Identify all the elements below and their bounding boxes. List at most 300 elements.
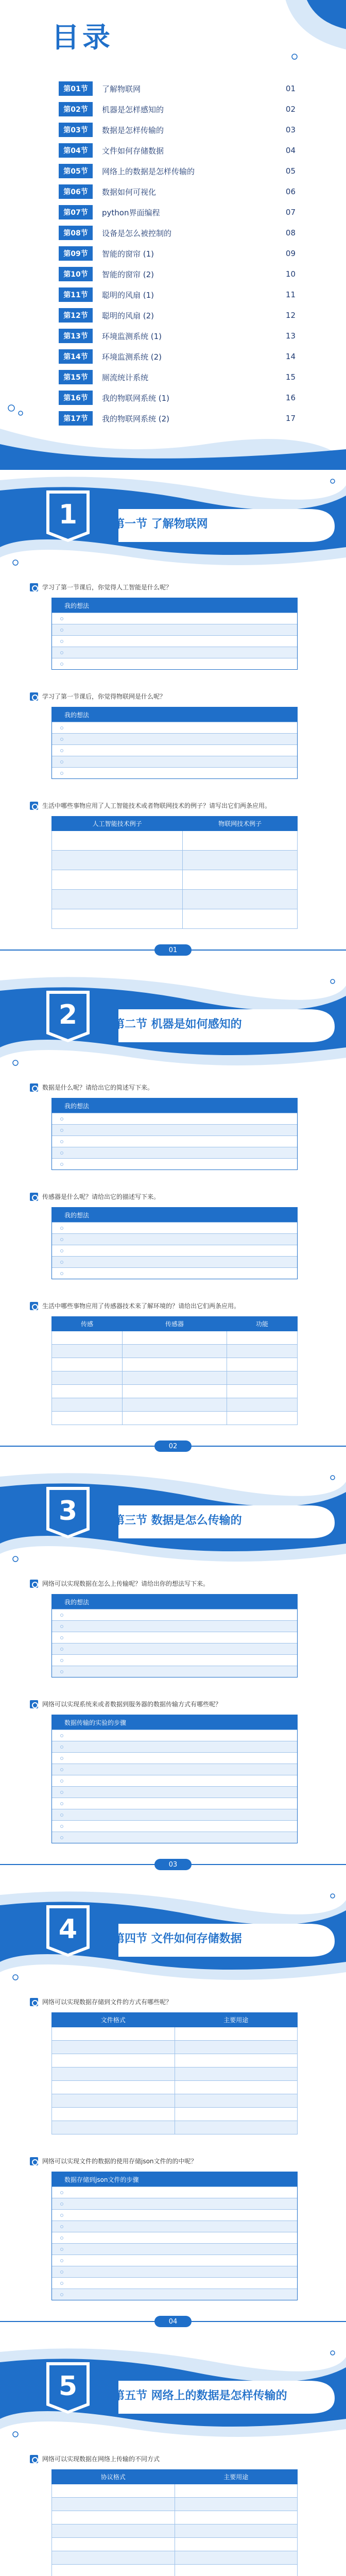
- answer-line[interactable]: [52, 2277, 297, 2289]
- table-header-cell: 主要用途: [175, 2013, 298, 2027]
- bullet-icon: [60, 2236, 63, 2240]
- table-cell[interactable]: [52, 2041, 175, 2054]
- bullet-icon: [60, 1625, 63, 1628]
- table-cell[interactable]: [52, 2524, 175, 2538]
- table-row: [52, 1358, 298, 1371]
- question-icon: [30, 802, 38, 810]
- question-icon: [30, 1083, 38, 1092]
- fill-in-table: [51, 2469, 298, 2576]
- answer-line[interactable]: [52, 1245, 297, 1256]
- answer-line[interactable]: [52, 767, 297, 778]
- question-text: 生活中哪些事物应用了人工智能技术或者物联网技术的例子？请写出它们两条应用。: [42, 802, 271, 809]
- table-cell[interactable]: [52, 831, 183, 851]
- toc-item-title: 聪明的风扇 (2): [102, 311, 154, 320]
- question-text: 网络可以实现文件的数据的使用存储json文件的的中呢？: [42, 2158, 197, 2165]
- toc-item-page: 02: [285, 105, 296, 114]
- table-cell[interactable]: [183, 831, 298, 851]
- answer-line[interactable]: [52, 1124, 297, 1136]
- bullet-icon: [60, 1140, 63, 1143]
- answer-line[interactable]: [52, 1741, 297, 1752]
- table-cell[interactable]: [123, 1385, 227, 1398]
- table-cell[interactable]: [175, 2565, 298, 2576]
- answer-line[interactable]: [52, 2198, 297, 2209]
- answer-table-header: 数据传输的实验的步骤: [52, 1715, 297, 1730]
- page-number-text: 04: [168, 2317, 178, 2326]
- toc-item-page: 07: [285, 208, 296, 217]
- bullet-icon: [60, 1802, 63, 1805]
- toc-list: [59, 78, 296, 429]
- table-header-cell: 传感: [52, 1317, 123, 1331]
- table-row: [52, 870, 298, 890]
- bullet-icon: [60, 2191, 63, 2194]
- answer-table: [51, 2172, 298, 2300]
- table-cell[interactable]: [175, 2484, 298, 2498]
- answer-line[interactable]: [52, 722, 297, 733]
- section-title: 第一节 了解物联网: [113, 518, 208, 531]
- toc-item-page: 15: [285, 372, 296, 382]
- question-icon: [30, 692, 38, 701]
- table-cell[interactable]: [227, 1398, 297, 1412]
- section-number: 4: [58, 1914, 78, 1945]
- table-cell[interactable]: [123, 1398, 227, 1412]
- table-cell[interactable]: [123, 1345, 227, 1358]
- table-row: [52, 1371, 298, 1385]
- question-icon: [30, 583, 38, 591]
- question: [0, 801, 346, 811]
- toc-item-badge: 第02节: [59, 102, 93, 116]
- question: [0, 691, 346, 702]
- bullet-icon: [60, 749, 63, 752]
- section-number-badge: [43, 2362, 93, 2414]
- bullet-icon: [60, 2282, 63, 2285]
- answer-line[interactable]: [52, 1158, 297, 1170]
- table-cell[interactable]: [175, 2551, 298, 2565]
- answer-line[interactable]: [52, 756, 297, 767]
- table-cell[interactable]: [52, 2108, 175, 2121]
- table-row: [52, 2027, 298, 2041]
- page-number: [154, 1440, 192, 1452]
- toc-item-title: 机器是怎样感知的: [102, 105, 164, 114]
- page-footer: [0, 1425, 346, 1466]
- question-icon: [30, 2157, 38, 2165]
- answer-table-header: 我的想法: [52, 1098, 297, 1113]
- table-cell[interactable]: [123, 1412, 227, 1425]
- table-cell[interactable]: [52, 909, 183, 929]
- toc-item-badge: 第16节: [59, 391, 93, 405]
- toc-item-title: 数据是怎样传输的: [102, 125, 164, 135]
- answer-line[interactable]: [52, 1798, 297, 1809]
- toc-item-badge: 第01节: [59, 81, 93, 96]
- answer-line[interactable]: [52, 733, 297, 744]
- bullet-icon: [60, 1791, 63, 1794]
- toc-item-badge: 第10节: [59, 267, 93, 281]
- table-cell[interactable]: [52, 1331, 123, 1345]
- toc-item-title: 我的物联网系统 (1): [102, 393, 170, 403]
- toc-item-title: 聪明的风扇 (1): [102, 290, 154, 300]
- section-body: [0, 582, 346, 929]
- toc-item[interactable]: [59, 78, 296, 99]
- table-cell[interactable]: [183, 909, 298, 929]
- table-cell[interactable]: [52, 2551, 175, 2565]
- bullet-icon: [60, 1117, 63, 1121]
- toc-item-title: 智能的窗帘 (2): [102, 269, 154, 279]
- answer-line[interactable]: [52, 2243, 297, 2255]
- table-header-cell: 文件格式: [52, 2013, 175, 2027]
- table-header-cell: 功能: [227, 1317, 297, 1331]
- question-text: 传感器是什么呢？请给出它的描述写下来。: [42, 1193, 160, 1200]
- answer-line[interactable]: [52, 1136, 297, 1147]
- table-header-cell: 人工智能技术例子: [52, 817, 183, 831]
- answer-line[interactable]: [52, 2266, 297, 2277]
- answer-line[interactable]: [52, 1632, 297, 1643]
- table-cell[interactable]: [123, 1331, 227, 1345]
- table-cell[interactable]: [52, 2565, 175, 2576]
- toc-item-badge: 第07节: [59, 205, 93, 219]
- question-icon: [30, 1580, 38, 1588]
- table-cell[interactable]: [52, 1412, 123, 1425]
- toc-item-title: python界面编程: [102, 208, 160, 217]
- question-text: 学习了第一节课后，你觉得物联网是什么呢？: [42, 693, 166, 700]
- toc-item[interactable]: [59, 243, 296, 264]
- toc-item-page: 11: [285, 290, 296, 299]
- table-cell[interactable]: [52, 1398, 123, 1412]
- question-text: 网络可以实现数据在网络上传输的不同方式: [42, 2455, 160, 2463]
- bullet-icon: [60, 1261, 63, 1264]
- bullet-icon: [60, 1734, 63, 1737]
- answer-line[interactable]: [52, 1832, 297, 1843]
- toc-item[interactable]: [59, 202, 296, 223]
- bullet-icon: [60, 1814, 63, 1817]
- table-cell[interactable]: [52, 2067, 175, 2081]
- table-of-contents: [0, 0, 346, 470]
- answer-table: [51, 707, 298, 779]
- answer-line[interactable]: [52, 1147, 297, 1158]
- answer-line[interactable]: [52, 624, 297, 635]
- bullet-icon: [60, 1249, 63, 1252]
- table-cell[interactable]: [52, 1345, 123, 1358]
- toc-item-page: 09: [285, 249, 296, 258]
- toc-item-badge: 第08节: [59, 226, 93, 240]
- bullet-icon: [60, 2248, 63, 2251]
- answer-line[interactable]: [52, 1752, 297, 1764]
- toc-item-title: 我的物联网系统 (2): [102, 414, 170, 423]
- section-title: 第四节 文件如何存储数据: [113, 1933, 242, 1945]
- bullet-icon: [60, 1768, 63, 1771]
- toc-title: 目录: [51, 21, 113, 54]
- toc-item-title: 设备是怎么被控制的: [102, 228, 172, 238]
- toc-item-page: 13: [285, 331, 296, 341]
- bullet-icon: [60, 1636, 63, 1639]
- answer-table: [51, 598, 298, 670]
- toc-item[interactable]: [59, 181, 296, 202]
- toc-item-page: 12: [285, 311, 296, 320]
- answer-line[interactable]: [52, 658, 297, 669]
- section-header: [0, 1466, 346, 1569]
- section-title: 第五节 网络上的数据是怎样传输的: [113, 2389, 287, 2402]
- bullet-icon: [60, 1272, 63, 1275]
- toc-item[interactable]: [59, 99, 296, 120]
- section-number-badge: [43, 1487, 93, 1538]
- table-cell[interactable]: [52, 2498, 175, 2511]
- bullet-icon: [60, 1780, 63, 1783]
- section-body: [0, 1997, 346, 2300]
- answer-line[interactable]: [52, 1764, 297, 1775]
- answer-line[interactable]: [52, 1256, 297, 1267]
- table-cell[interactable]: [227, 1371, 297, 1385]
- fill-in-table: [51, 1316, 298, 1425]
- table-row: [52, 2524, 298, 2538]
- table-cell[interactable]: [52, 1385, 123, 1398]
- table-cell[interactable]: [52, 890, 183, 909]
- toc-item[interactable]: [59, 161, 296, 181]
- table-cell[interactable]: [227, 1385, 297, 1398]
- answer-line[interactable]: [52, 1775, 297, 1786]
- question: [0, 1579, 346, 1589]
- table-row: [52, 831, 298, 851]
- question-icon: [30, 1193, 38, 1201]
- answer-line[interactable]: [52, 1233, 297, 1245]
- bullet-icon: [60, 726, 63, 730]
- table-row: [52, 2067, 298, 2081]
- table-row: [52, 2121, 298, 2134]
- table-cell[interactable]: [175, 2511, 298, 2524]
- toc-item-page: 08: [285, 228, 296, 238]
- answer-table: [51, 1594, 298, 1677]
- table-cell[interactable]: [227, 1345, 297, 1358]
- table-cell[interactable]: [52, 2484, 175, 2498]
- table-row: [52, 2498, 298, 2511]
- question: [0, 1082, 346, 1093]
- question-text: 网络可以实现数据存储到文件的方式有哪些呢？: [42, 1998, 172, 2006]
- answer-table-header: 我的想法: [52, 1208, 297, 1222]
- toc-item[interactable]: [59, 264, 296, 284]
- bullet-icon: [60, 1825, 63, 1828]
- table-cell[interactable]: [123, 1358, 227, 1371]
- table-cell[interactable]: [183, 870, 298, 890]
- table-row: [52, 2094, 298, 2108]
- toc-item[interactable]: [59, 367, 296, 387]
- answer-table-header: 我的想法: [52, 598, 297, 613]
- question-icon: [30, 1700, 38, 1708]
- bullet-icon: [60, 617, 63, 620]
- bullet-icon: [60, 2202, 63, 2206]
- table-row: [52, 2054, 298, 2067]
- table-cell[interactable]: [175, 2498, 298, 2511]
- bullet-icon: [60, 1670, 63, 1673]
- table-cell[interactable]: [52, 1371, 123, 1385]
- toc-item-badge: 第15节: [59, 370, 93, 384]
- table-row: [52, 1398, 298, 1412]
- table-cell[interactable]: [52, 2027, 175, 2041]
- toc-item-badge: 第09节: [59, 246, 93, 261]
- table-row: [52, 1412, 298, 1425]
- toc-item-badge: 第13节: [59, 329, 93, 343]
- table-cell[interactable]: [175, 2121, 298, 2134]
- answer-line[interactable]: [52, 1730, 297, 1741]
- table-cell[interactable]: [175, 2108, 298, 2121]
- answer-line[interactable]: [52, 2289, 297, 2300]
- answer-line[interactable]: [52, 1820, 297, 1832]
- section-body: [0, 2454, 346, 2576]
- table-cell[interactable]: [227, 1331, 297, 1345]
- answer-line[interactable]: [52, 647, 297, 658]
- toc-item-badge: 第05节: [59, 164, 93, 178]
- bullet-icon: [60, 1129, 63, 1132]
- fill-in-table: [51, 816, 298, 929]
- bullet-icon: [60, 2214, 63, 2217]
- page-number: [154, 944, 192, 956]
- table-header-cell: 物联网技术例子: [183, 817, 298, 831]
- toc-item[interactable]: [59, 140, 296, 161]
- answer-line[interactable]: [52, 744, 297, 756]
- table-cell[interactable]: [52, 851, 183, 870]
- answer-line[interactable]: [52, 2187, 297, 2198]
- toc-item[interactable]: [59, 284, 296, 305]
- answer-line[interactable]: [52, 2232, 297, 2243]
- toc-item-title: 智能的窗帘 (1): [102, 249, 154, 259]
- answer-table-header: 我的想法: [52, 707, 297, 722]
- table-row: [52, 2484, 298, 2498]
- bullet-icon: [60, 1648, 63, 1651]
- question-text: 学习了第一节课后，你觉得人工智能是什么呢？: [42, 584, 172, 591]
- table-cell[interactable]: [52, 2511, 175, 2524]
- answer-line[interactable]: [52, 613, 297, 624]
- toc-item-title: 厕流统计系统: [102, 372, 149, 382]
- answer-line[interactable]: [52, 1222, 297, 1233]
- answer-line[interactable]: [52, 1786, 297, 1798]
- question-text: 生活中哪些事物应用了传感器技术来了解环境的？请给出它们两条应用。: [42, 1302, 240, 1310]
- toc-item-badge: 第17节: [59, 411, 93, 426]
- table-cell[interactable]: [52, 2538, 175, 2551]
- section-title: 第三节 数据是怎么传输的: [113, 1514, 242, 1527]
- table-cell[interactable]: [183, 890, 298, 909]
- toc-item[interactable]: [59, 223, 296, 243]
- question-text: 网络可以实现系统来或者数据到服务器的数据传输方式有哪些呢？: [42, 1701, 222, 1708]
- table-row: [52, 2041, 298, 2054]
- table-cell[interactable]: [52, 1358, 123, 1371]
- question: [0, 1699, 346, 1709]
- table-cell[interactable]: [227, 1412, 297, 1425]
- answer-line[interactable]: [52, 1666, 297, 1677]
- toc-item-title: 环境监测系统 (1): [102, 331, 162, 341]
- table-cell[interactable]: [175, 2067, 298, 2081]
- table-cell[interactable]: [183, 851, 298, 870]
- page-footer: [0, 1843, 346, 1885]
- toc-item-page: 04: [285, 146, 296, 155]
- table-header-cell: 主要用途: [175, 2470, 298, 2484]
- bullet-icon: [60, 2293, 63, 2296]
- table-cell[interactable]: [52, 2094, 175, 2108]
- page-footer: [0, 929, 346, 970]
- toc-item-badge: 第04节: [59, 143, 93, 158]
- bullet-icon: [60, 1757, 63, 1760]
- answer-line[interactable]: [52, 2209, 297, 2221]
- table-cell[interactable]: [175, 2054, 298, 2067]
- page-number-text: 02: [168, 1442, 178, 1450]
- table-cell[interactable]: [227, 1358, 297, 1371]
- bullet-icon: [60, 1659, 63, 1662]
- page-number: [154, 2316, 192, 2327]
- question-text: 网络可以实现数据在怎么上传输呢？请给出你的想法写下来。: [42, 1580, 210, 1587]
- page-footer: [0, 2300, 346, 2342]
- answer-line[interactable]: [52, 2221, 297, 2232]
- toc-item-page: 06: [285, 187, 296, 196]
- toc-item[interactable]: [59, 305, 296, 326]
- section-header: [0, 2342, 346, 2445]
- table-header-cell: 协议格式: [52, 2470, 175, 2484]
- answer-line[interactable]: [52, 1267, 297, 1279]
- toc-item-page: 03: [285, 125, 296, 134]
- answer-line[interactable]: [52, 2255, 297, 2266]
- answer-line[interactable]: [52, 1654, 297, 1666]
- question-text: 数据是什么呢？请给出它的简述写下来。: [42, 1084, 154, 1091]
- bullet-icon: [60, 760, 63, 764]
- section-number: 1: [58, 499, 78, 530]
- section-body: [0, 1579, 346, 1843]
- corner-decoration-bottom: [0, 398, 346, 470]
- table-row: [52, 890, 298, 909]
- section-header: [0, 970, 346, 1073]
- toc-item-page: 01: [285, 84, 296, 93]
- table-cell[interactable]: [52, 2081, 175, 2094]
- answer-line[interactable]: [52, 1113, 297, 1124]
- table-cell[interactable]: [123, 1371, 227, 1385]
- table-cell[interactable]: [175, 2027, 298, 2041]
- toc-item-title: 环境监测系统 (2): [102, 352, 162, 362]
- bullet-icon: [60, 772, 63, 775]
- table-cell[interactable]: [52, 2054, 175, 2067]
- answer-line[interactable]: [52, 1620, 297, 1632]
- table-cell[interactable]: [175, 2041, 298, 2054]
- answer-line[interactable]: [52, 1643, 297, 1654]
- bullet-icon: [60, 1836, 63, 1839]
- table-row: [52, 2511, 298, 2524]
- answer-line[interactable]: [52, 635, 297, 647]
- table-cell[interactable]: [52, 870, 183, 890]
- toc-item-page: 10: [285, 269, 296, 279]
- corner-decoration-top-right: [264, 0, 346, 72]
- bullet-icon: [60, 651, 63, 654]
- toc-item-title: 了解物联网: [102, 84, 141, 94]
- table-cell[interactable]: [52, 2121, 175, 2134]
- page-number-text: 03: [168, 1860, 178, 1869]
- toc-item[interactable]: [59, 120, 296, 140]
- answer-table: [51, 1207, 298, 1279]
- toc-item[interactable]: [59, 326, 296, 346]
- answer-table: [51, 1715, 298, 1843]
- table-cell[interactable]: [175, 2524, 298, 2538]
- answer-line[interactable]: [52, 1609, 297, 1620]
- toc-item-badge: 第03节: [59, 123, 93, 137]
- question: [0, 2454, 346, 2464]
- table-cell[interactable]: [175, 2081, 298, 2094]
- table-cell[interactable]: [175, 2094, 298, 2108]
- table-cell[interactable]: [175, 2538, 298, 2551]
- question: [0, 1997, 346, 2007]
- toc-item-badge: 第11节: [59, 287, 93, 302]
- toc-item[interactable]: [59, 346, 296, 367]
- toc-item-page: 17: [285, 414, 296, 423]
- section-number-badge: [43, 1905, 93, 1957]
- section-body: [0, 1082, 346, 1425]
- bullet-icon: [60, 1163, 63, 1166]
- question: [0, 1301, 346, 1311]
- table-row: [52, 909, 298, 929]
- answer-line[interactable]: [52, 1809, 297, 1820]
- answer-table: [51, 1098, 298, 1170]
- section-number: 2: [58, 999, 78, 1030]
- section-number-badge: [43, 991, 93, 1042]
